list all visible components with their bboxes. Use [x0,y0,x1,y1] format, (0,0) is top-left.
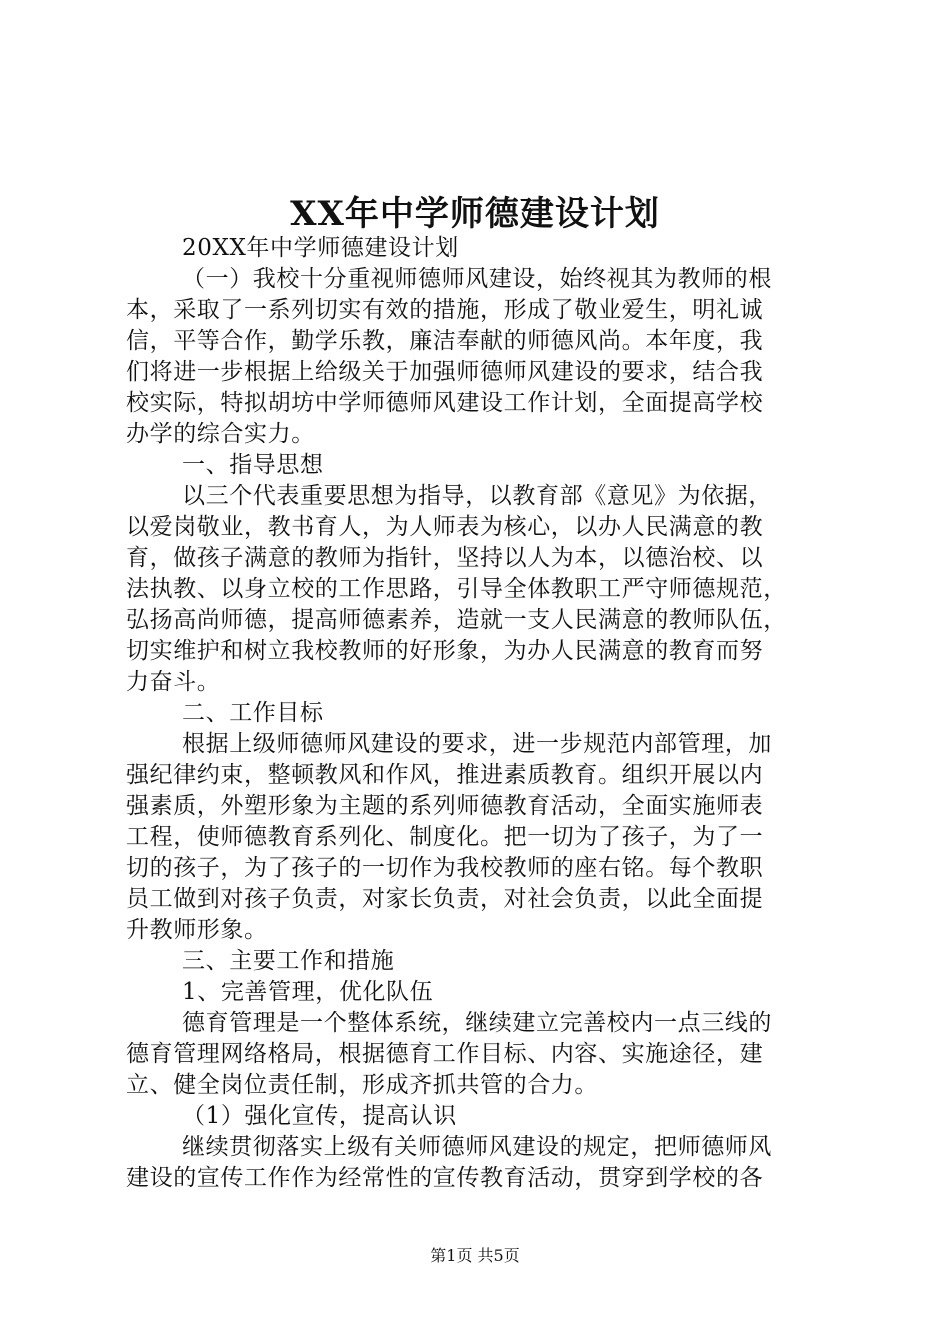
body-text-line: 们将进一步根据上给级关于加强师德师风建设的要求，结合我 [126,359,764,385]
body-text-line: 信，平等合作，勤学乐教，廉洁奉献的师德风尚。本年度，我 [126,328,764,354]
body-text-line: 1、完善管理，优化队伍 [182,979,434,1005]
body-text-line: 建设的宣传工作作为经常性的宣传教育活动，贯穿到学校的各 [126,1165,764,1191]
body-text-line: 20XX年中学师德建设计划 [182,235,459,261]
body-text-line: 以三个代表重要思想为指导，以教育部《意见》为依据， [182,483,772,509]
body-text-line: 本，采取了一系列切实有效的措施，形成了敬业爱生，明礼诚 [126,297,764,323]
body-text-line: 德育管理是一个整体系统，继续建立完善校内一点三线的 [182,1010,772,1036]
document-title: XX年中学师德建设计划 [290,194,660,234]
body-text-line: （一）我校十分重视师德师风建设，始终视其为教师的根 [182,266,772,292]
body-text-line: 工程，使师德教育系列化、制度化。把一切为了孩子，为了一 [126,824,764,850]
body-text-line: 以爱岗敬业，教书育人，为人师表为核心，以办人民满意的教 [126,514,764,540]
body-text-line: 员工做到对孩子负责，对家长负责，对社会负责，以此全面提 [126,886,764,912]
page-footer: 第1页 共5页 [430,1246,520,1265]
body-text-line: 三、主要工作和措施 [182,948,395,974]
document-body [126,233,846,1194]
body-text-line: 办学的综合实力。 [126,421,315,447]
body-text-line: 二、工作目标 [182,700,324,726]
body-text-line: 育，做孩子满意的教师为指针，坚持以人为本，以德治校、以 [126,545,764,571]
body-text-line: 强纪律约束，整顿教风和作风，推进素质教育。组织开展以内 [126,762,764,788]
body-text-line: 强素质，外塑形象为主题的系列师德教育活动，全面实施师表 [126,793,764,819]
body-text-line: 德育管理网络格局，根据德育工作目标、内容、实施途径，建 [126,1041,764,1067]
body-text-line: 升教师形象。 [126,917,268,943]
body-text-line: 校实际，特拟胡坊中学师德师风建设工作计划，全面提高学校 [126,390,764,416]
body-text-line: 力奋斗。 [126,669,221,695]
body-text-line: 切实维护和树立我校教师的好形象，为办人民满意的教育而努 [126,638,764,664]
body-text-line: 一、指导思想 [182,452,324,478]
body-text-line: 继续贯彻落实上级有关师德师风建设的规定，把师德师风 [182,1134,772,1160]
body-text-line: 根据上级师德师风建设的要求，进一步规范内部管理，加 [182,731,772,757]
body-text-line: 立、健全岗位责任制，形成齐抓共管的合力。 [126,1072,598,1098]
body-text-line: 法执教、以身立校的工作思路，引导全体教职工严守师德规范， [126,576,787,602]
body-text-line: 切的孩子，为了孩子的一切作为我校教师的座右铭。每个教职 [126,855,764,881]
body-text-line: 弘扬高尚师德，提高师德素养，造就一支人民满意的教师队伍， [126,607,787,633]
body-text-line: （1）强化宣传，提高认识 [182,1103,457,1129]
